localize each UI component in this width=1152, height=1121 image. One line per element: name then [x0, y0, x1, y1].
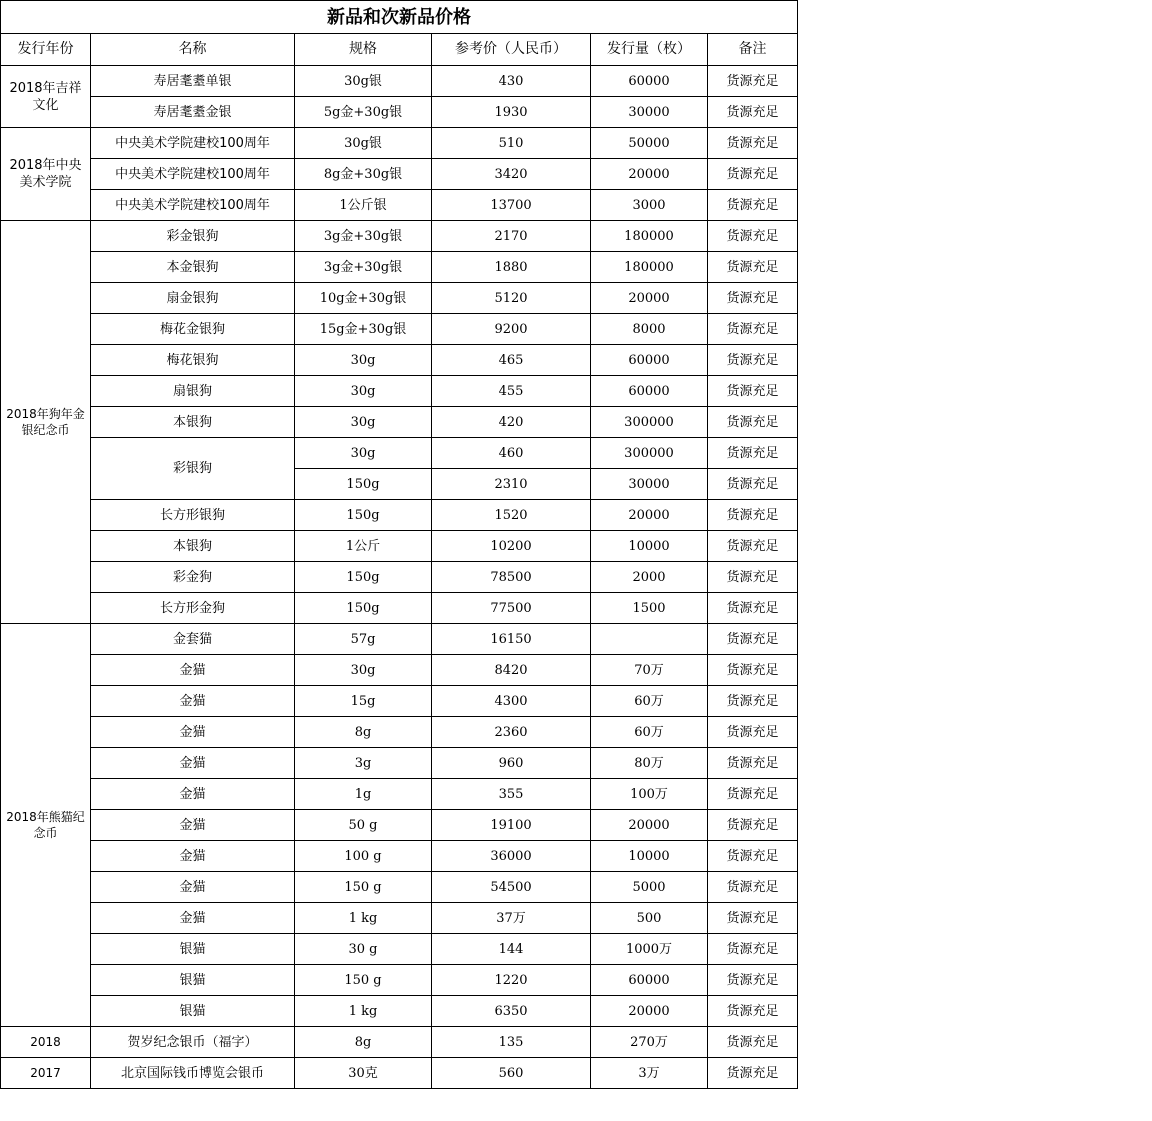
cell-spec: 3g: [295, 748, 432, 779]
cell-name: 金猫: [91, 810, 295, 841]
cell-name: 金猫: [91, 872, 295, 903]
table-row: [1, 376, 798, 407]
cell-quantity: 60000: [591, 376, 708, 407]
table-row: [1, 128, 798, 159]
cell-price: 10200: [432, 531, 591, 562]
table-row: [1, 252, 798, 283]
cell-price: 5120: [432, 283, 591, 314]
cell-note: 货源充足: [708, 314, 798, 345]
cell-price: 510: [432, 128, 591, 159]
table-row: [1, 624, 798, 655]
cell-note: 货源充足: [708, 97, 798, 128]
cell-price: 36000: [432, 841, 591, 872]
table-title: 新品和次新品价格: [1, 1, 798, 34]
table-row: [1, 500, 798, 531]
table-row: [1, 872, 798, 903]
cell-spec: 100 g: [295, 841, 432, 872]
cell-quantity: 1500: [591, 593, 708, 624]
cell-quantity: 3万: [591, 1058, 708, 1089]
cell-price: 430: [432, 66, 591, 97]
cell-note: 货源充足: [708, 1058, 798, 1089]
cell-note: 货源充足: [708, 779, 798, 810]
table-row: [1, 562, 798, 593]
cell-issue-year: 2018: [1, 1027, 91, 1058]
header-year: 发行年份: [1, 34, 91, 66]
table-row: [1, 438, 798, 469]
cell-note: 货源充足: [708, 748, 798, 779]
cell-spec: 150g: [295, 469, 432, 500]
cell-note: 货源充足: [708, 655, 798, 686]
cell-spec: 1g: [295, 779, 432, 810]
cell-name: 彩金银狗: [91, 221, 295, 252]
table-row: [1, 407, 798, 438]
table-row: [1, 686, 798, 717]
table-row: [1, 996, 798, 1027]
cell-spec: 150g: [295, 562, 432, 593]
cell-note: 货源充足: [708, 190, 798, 221]
cell-price: 8420: [432, 655, 591, 686]
cell-note: 货源充足: [708, 376, 798, 407]
cell-note: 货源充足: [708, 1027, 798, 1058]
cell-spec: 150g: [295, 500, 432, 531]
cell-note: 货源充足: [708, 996, 798, 1027]
cell-note: 货源充足: [708, 593, 798, 624]
cell-note: 货源充足: [708, 469, 798, 500]
cell-quantity: [591, 624, 708, 655]
cell-name: 彩银狗: [91, 438, 295, 500]
cell-price: 135: [432, 1027, 591, 1058]
table-row: [1, 190, 798, 221]
cell-quantity: 60000: [591, 965, 708, 996]
cell-name: 本银狗: [91, 407, 295, 438]
cell-quantity: 60000: [591, 66, 708, 97]
cell-spec: 57g: [295, 624, 432, 655]
cell-spec: 1公斤银: [295, 190, 432, 221]
cell-name: 金猫: [91, 686, 295, 717]
table-row: [1, 283, 798, 314]
cell-spec: 30g: [295, 438, 432, 469]
cell-note: 货源充足: [708, 717, 798, 748]
cell-name: 扇银狗: [91, 376, 295, 407]
table-row: [1, 159, 798, 190]
cell-spec: 30g银: [295, 66, 432, 97]
cell-quantity: 5000: [591, 872, 708, 903]
table-row: [1, 717, 798, 748]
cell-name: 金猫: [91, 841, 295, 872]
cell-price: 3420: [432, 159, 591, 190]
title-row: [1, 1, 798, 34]
cell-price: 9200: [432, 314, 591, 345]
header-name: 名称: [91, 34, 295, 66]
cell-name: 长方形金狗: [91, 593, 295, 624]
cell-quantity: 20000: [591, 810, 708, 841]
cell-spec: 15g: [295, 686, 432, 717]
table-row: [1, 965, 798, 996]
cell-price: 37万: [432, 903, 591, 934]
cell-spec: 150 g: [295, 872, 432, 903]
cell-name: 梅花银狗: [91, 345, 295, 376]
cell-issue-year: 2018年吉祥文化: [1, 66, 91, 128]
cell-quantity: 20000: [591, 996, 708, 1027]
cell-quantity: 60万: [591, 686, 708, 717]
cell-note: 货源充足: [708, 686, 798, 717]
cell-spec: 1公斤: [295, 531, 432, 562]
cell-spec: 30g: [295, 655, 432, 686]
cell-note: 货源充足: [708, 66, 798, 97]
cell-quantity: 180000: [591, 221, 708, 252]
cell-price: 4300: [432, 686, 591, 717]
cell-note: 货源充足: [708, 841, 798, 872]
cell-quantity: 2000: [591, 562, 708, 593]
cell-note: 货源充足: [708, 624, 798, 655]
table-row: [1, 97, 798, 128]
cell-quantity: 70万: [591, 655, 708, 686]
cell-spec: 8g: [295, 717, 432, 748]
table-row: [1, 314, 798, 345]
cell-note: 货源充足: [708, 965, 798, 996]
cell-name: 中央美术学院建校100周年: [91, 190, 295, 221]
cell-note: 货源充足: [708, 872, 798, 903]
cell-quantity: 3000: [591, 190, 708, 221]
cell-note: 货源充足: [708, 159, 798, 190]
cell-quantity: 1000万: [591, 934, 708, 965]
cell-spec: 30g: [295, 407, 432, 438]
cell-price: 19100: [432, 810, 591, 841]
cell-note: 货源充足: [708, 252, 798, 283]
table-row: [1, 1058, 798, 1089]
cell-quantity: 20000: [591, 500, 708, 531]
cell-name: 金猫: [91, 903, 295, 934]
table-row: [1, 593, 798, 624]
cell-quantity: 60000: [591, 345, 708, 376]
cell-quantity: 20000: [591, 283, 708, 314]
cell-spec: 8g: [295, 1027, 432, 1058]
cell-name: 金猫: [91, 655, 295, 686]
cell-name: 寿居耄耋单银: [91, 66, 295, 97]
cell-name: 贺岁纪念银币（福字）: [91, 1027, 295, 1058]
cell-name: 扇金银狗: [91, 283, 295, 314]
cell-price: 465: [432, 345, 591, 376]
cell-price: 6350: [432, 996, 591, 1027]
cell-note: 货源充足: [708, 500, 798, 531]
header-row: [1, 34, 798, 66]
table-row: [1, 531, 798, 562]
cell-quantity: 10000: [591, 841, 708, 872]
cell-price: 2170: [432, 221, 591, 252]
cell-name: 银猫: [91, 965, 295, 996]
cell-quantity: 180000: [591, 252, 708, 283]
table-row: [1, 810, 798, 841]
cell-name: 本金银狗: [91, 252, 295, 283]
cell-spec: 8g金+30g银: [295, 159, 432, 190]
cell-price: 355: [432, 779, 591, 810]
cell-spec: 150 g: [295, 965, 432, 996]
cell-price: 54500: [432, 872, 591, 903]
cell-note: 货源充足: [708, 531, 798, 562]
table-row: [1, 841, 798, 872]
cell-issue-year: 2018年中央美术学院: [1, 128, 91, 221]
cell-spec: 30g: [295, 376, 432, 407]
cell-name: 梅花金银狗: [91, 314, 295, 345]
cell-name: 中央美术学院建校100周年: [91, 159, 295, 190]
cell-price: 460: [432, 438, 591, 469]
cell-name: 寿居耄耋金银: [91, 97, 295, 128]
cell-price: 560: [432, 1058, 591, 1089]
header-spec: 规格: [295, 34, 432, 66]
cell-spec: 3g金+30g银: [295, 252, 432, 283]
cell-name: 金猫: [91, 717, 295, 748]
cell-note: 货源充足: [708, 221, 798, 252]
table-row: [1, 903, 798, 934]
cell-price: 1520: [432, 500, 591, 531]
header-note: 备注: [708, 34, 798, 66]
cell-quantity: 50000: [591, 128, 708, 159]
cell-spec: 30g银: [295, 128, 432, 159]
cell-note: 货源充足: [708, 810, 798, 841]
cell-issue-year: 2018年熊猫纪念币: [1, 624, 91, 1027]
cell-quantity: 300000: [591, 438, 708, 469]
cell-quantity: 500: [591, 903, 708, 934]
cell-issue-year: 2017: [1, 1058, 91, 1089]
cell-name: 金猫: [91, 748, 295, 779]
cell-name: 银猫: [91, 996, 295, 1027]
cell-price: 77500: [432, 593, 591, 624]
table-row: [1, 655, 798, 686]
cell-spec: 10g金+30g银: [295, 283, 432, 314]
cell-note: 货源充足: [708, 903, 798, 934]
cell-spec: 50 g: [295, 810, 432, 841]
cell-spec: 30克: [295, 1058, 432, 1089]
cell-price: 2310: [432, 469, 591, 500]
cell-quantity: 270万: [591, 1027, 708, 1058]
cell-name: 长方形银狗: [91, 500, 295, 531]
cell-note: 货源充足: [708, 934, 798, 965]
cell-price: 455: [432, 376, 591, 407]
header-quantity: 发行量（枚）: [591, 34, 708, 66]
table-row: [1, 934, 798, 965]
cell-quantity: 300000: [591, 407, 708, 438]
cell-quantity: 30000: [591, 97, 708, 128]
cell-spec: 5g金+30g银: [295, 97, 432, 128]
cell-price: 960: [432, 748, 591, 779]
cell-spec: 30g: [295, 345, 432, 376]
cell-price: 1930: [432, 97, 591, 128]
cell-name: 本银狗: [91, 531, 295, 562]
cell-price: 144: [432, 934, 591, 965]
cell-spec: 1 kg: [295, 903, 432, 934]
cell-spec: 3g金+30g银: [295, 221, 432, 252]
cell-quantity: 100万: [591, 779, 708, 810]
cell-note: 货源充足: [708, 438, 798, 469]
cell-price: 13700: [432, 190, 591, 221]
cell-price: 1880: [432, 252, 591, 283]
cell-spec: 30 g: [295, 934, 432, 965]
table-row: [1, 748, 798, 779]
cell-note: 货源充足: [708, 562, 798, 593]
cell-note: 货源充足: [708, 345, 798, 376]
cell-name: 中央美术学院建校100周年: [91, 128, 295, 159]
header-price: 参考价（人民币）: [432, 34, 591, 66]
cell-name: 金猫: [91, 779, 295, 810]
cell-note: 货源充足: [708, 128, 798, 159]
cell-spec: 150g: [295, 593, 432, 624]
cell-price: 420: [432, 407, 591, 438]
table-row: [1, 66, 798, 97]
cell-spec: 1 kg: [295, 996, 432, 1027]
cell-note: 货源充足: [708, 407, 798, 438]
cell-spec: 15g金+30g银: [295, 314, 432, 345]
cell-quantity: 20000: [591, 159, 708, 190]
cell-quantity: 30000: [591, 469, 708, 500]
table-row: [1, 1027, 798, 1058]
cell-price: 78500: [432, 562, 591, 593]
cell-price: 16150: [432, 624, 591, 655]
cell-name: 金套猫: [91, 624, 295, 655]
table-row: [1, 779, 798, 810]
cell-quantity: 10000: [591, 531, 708, 562]
cell-quantity: 60万: [591, 717, 708, 748]
cell-name: 银猫: [91, 934, 295, 965]
table-row: [1, 345, 798, 376]
cell-quantity: 8000: [591, 314, 708, 345]
cell-price: 2360: [432, 717, 591, 748]
table-body: [1, 1, 798, 1089]
cell-name: 彩金狗: [91, 562, 295, 593]
cell-note: 货源充足: [708, 283, 798, 314]
cell-price: 1220: [432, 965, 591, 996]
table-row: [1, 221, 798, 252]
cell-quantity: 80万: [591, 748, 708, 779]
cell-issue-year: 2018年狗年金银纪念币: [1, 221, 91, 624]
cell-name: 北京国际钱币博览会银币: [91, 1058, 295, 1089]
